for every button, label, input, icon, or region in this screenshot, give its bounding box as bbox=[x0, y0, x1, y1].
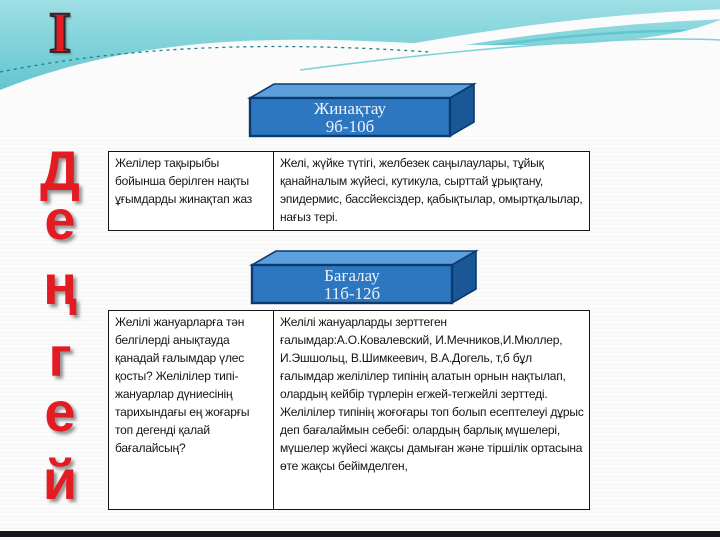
bottom-divider bbox=[0, 531, 720, 537]
box-title: Жинақтау bbox=[313, 99, 387, 118]
cube-top-face bbox=[250, 84, 474, 98]
level-roman-numeral: І bbox=[48, 0, 72, 65]
level-letter-3: ң bbox=[43, 253, 77, 316]
level-letter-2: е bbox=[44, 188, 76, 251]
cube-top-face bbox=[252, 251, 476, 265]
summary-task-cell: Желілер тақырыбы бойынша берілген нақты ұғымдарды жинақтап жаз bbox=[115, 156, 253, 206]
section-box-bagalau bbox=[249, 248, 479, 306]
summary-table bbox=[108, 151, 590, 231]
evaluation-question-cell: Желілі жануарларға тән белгілерді анықтауда қанадай ғалымдар үлес қосты? Желілілер типі- жануарлар дүниесінің тарихындағы ең жоғарғы топ дегенді қалай бағалайсың? bbox=[115, 315, 250, 455]
evaluation-table bbox=[108, 310, 590, 510]
section-box-zhinaktau bbox=[247, 81, 477, 139]
summary-answer-cell: Желі, жүйке түтігі, желбезек саңылаулары, тұйық қанайналым жүйесі, кутикула, сырттай ұрықтану, эпидермис, бассйексіздер, қабықтылар, омыртқалылар, нағыз тері. bbox=[273, 152, 589, 230]
evaluation-answer-cell: Желілі жануарларды зерттеген ғалымдар:А.О.Ковалевский, И.Мечников,И.Мюллер, И.Эшшольц, В.Шимкеевич, В.А.Догель, т,б бұл ғалымдар желілілер типінің алатын орнын нақтылап, олардың кейбір түрлерін егжей-тегжейлі зерттеді. Желілілер типінің жоғоғары топ болып есептелеуі дұрыс деп бағалаймын себебі: олардың барлық мүшелері, мүшелер жүйесі жақсы дамыған және тіршілік ортасына өте жақсы бейімделген, bbox=[273, 311, 589, 509]
level-letter-6: й bbox=[42, 448, 78, 511]
level-letter-5: е bbox=[44, 380, 76, 443]
level-letter-4: г bbox=[48, 325, 72, 388]
level-letter-1: Д bbox=[40, 139, 80, 202]
box-points: 11б-12б bbox=[323, 284, 381, 303]
box-points: 9б-10б bbox=[325, 117, 375, 136]
box-title: Бағалау bbox=[324, 266, 380, 285]
